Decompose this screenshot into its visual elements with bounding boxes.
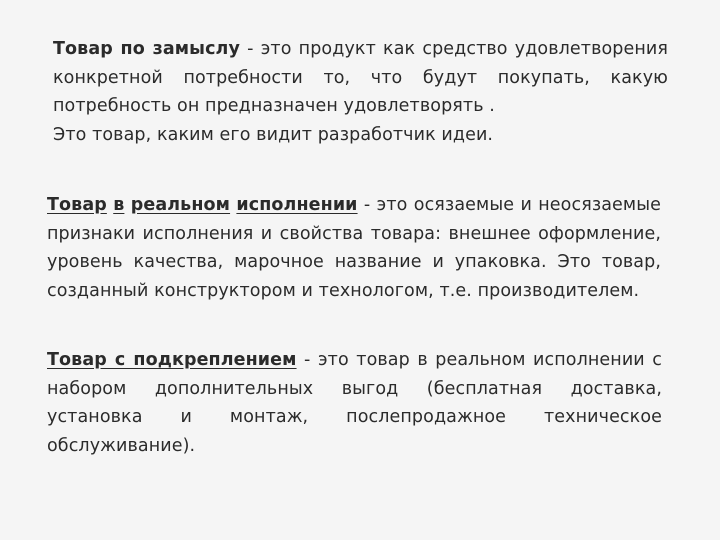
definition-actual <box>47 191 661 305</box>
definition-concept <box>53 35 668 149</box>
definition-augmented <box>47 346 662 460</box>
definition-concept-note: Это товар, каким его видит разработчик идеи. <box>53 124 494 145</box>
definition-actual-text: - это осязаемые и неосязаемые признаки исполнения и свойства товара: внешнее оформление, уровень качества, марочное название и упаковка. Это товар, созданный конструктором и технологом, т.е. производителем. <box>47 195 662 301</box>
term-actual-word-1: Товар <box>47 195 107 215</box>
term-actual-word-2: в <box>113 195 125 215</box>
term-actual-word-4: исполнении <box>236 195 358 215</box>
term-actual-word-3: реальном <box>130 195 231 215</box>
term-augmented: Товар с подкреплением <box>47 350 297 370</box>
term-concept: Товар по замыслу <box>53 39 240 59</box>
definition-augmented-text: - это товар в реальном исполнении с набором дополнительных выгод (бесплатная доставка, установка и монтаж, послепродажное техническое обслуживание). <box>47 350 662 456</box>
definition-concept-text: - это продукт как средство удовлетворения конкретной потребности то, что будут покупать, какую потребность он предназначен удовлетворять . <box>53 39 669 116</box>
